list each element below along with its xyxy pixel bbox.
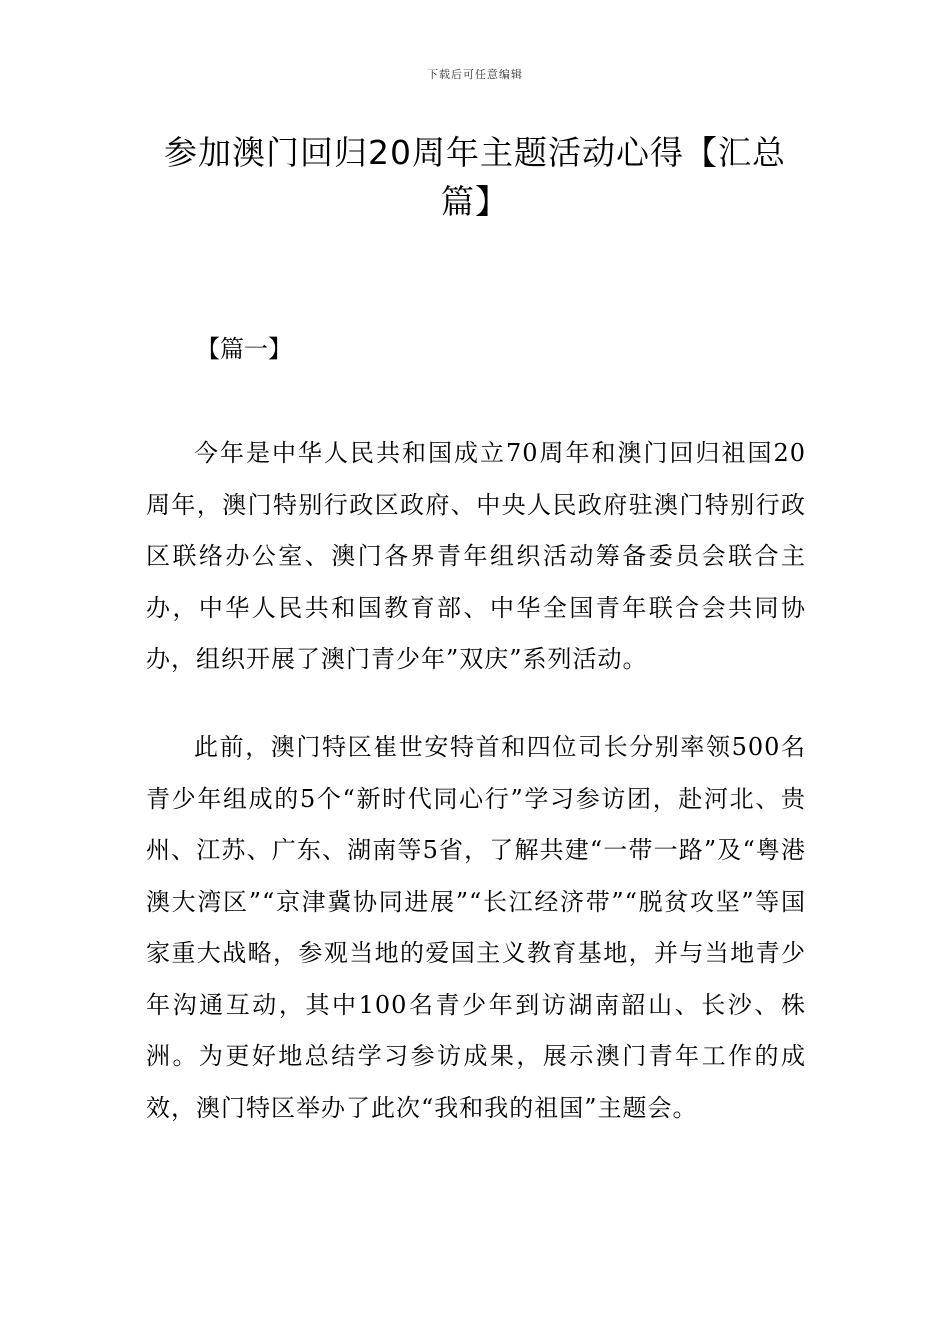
section-label: 【篇一】 bbox=[196, 335, 292, 363]
document-title: 参加澳门回归20周年主题活动心得【汇总篇】 bbox=[164, 133, 786, 221]
body-paragraph-1: 今年是中华人民共和国成立70周年和澳门回归祖国20周年，澳门特别行政区政府、中央人民政府驻澳门特别行政区联络办公室、澳门各界青年组织活动筹备委员会联合主办，中华人民共和国教育部、中华全国青年联合会共同协办，组织开展了澳门青少年”双庆”系列活动。 bbox=[146, 439, 806, 673]
body-paragraph-2: 此前，澳门特区崔世安特首和四位司长分别率领500名青少年组成的5个“新时代同心行”学习参访团，赴河北、贵州、江苏、广东、湖南等5省，了解共建“一带一路”及“粤港澳大湾区”“京津冀协同进展”“长江经济带”“脱贫攻坚”等国家重大战略，参观当地的爱国主义教育基地，并与当地青少年沟通互动，其中100名青少年到访湖南韶山、长沙、株洲。为更好地总结学习参访成果，展示澳门青年工作的成效，澳门特区举办了此次“我和我的祖国”主题会。 bbox=[146, 733, 806, 1122]
header-note: 下载后可任意编辑 bbox=[427, 68, 523, 81]
